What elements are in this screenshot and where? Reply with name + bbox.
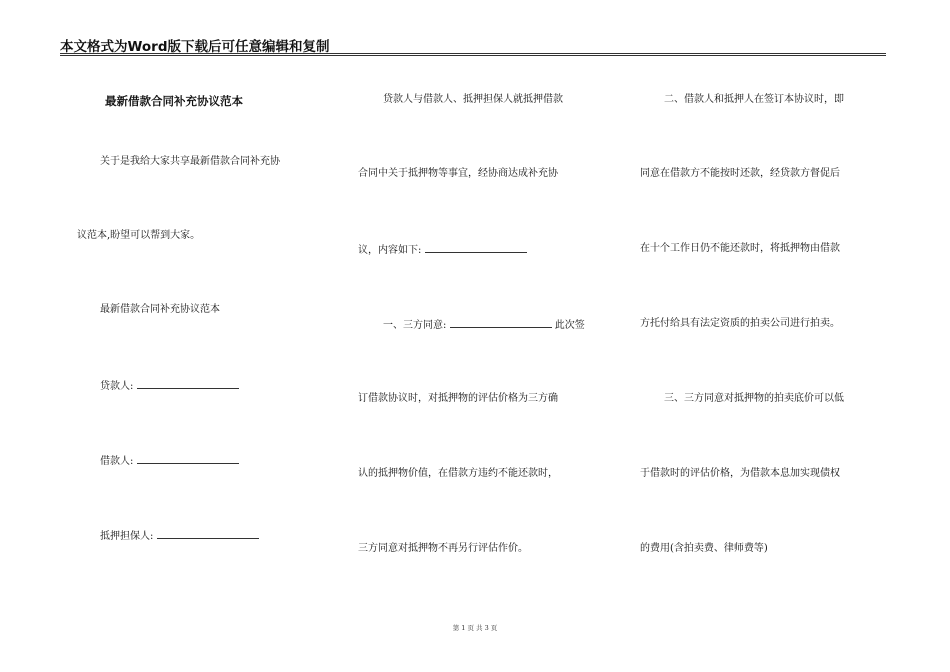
page-indicator: 第 1 页 共 3 页 [452,624,498,632]
col3-line3: 在十个工作日仍不能还款时，将抵押物由借款 [640,243,840,254]
col3-line4: 方托付给具有法定资质的拍卖公司进行拍卖。 [640,318,840,329]
guarantor-blank [157,529,259,539]
col2-line5: 订借款协议时，对抵押物的评估价格为三方确 [358,393,558,404]
lender-label: 贷款人: [100,381,134,392]
lender-blank [137,379,239,389]
header-title: 本文格式为Word版下载后可任意编辑和复制 [60,39,330,55]
col3-line5: 三、三方同意对抵押物的拍卖底价可以低 [664,393,844,404]
clause1-start: 一、三方同意: [383,320,447,331]
lender-field [100,379,239,393]
col2-line7: 三方同意对抵押物不再另行评估作价。 [358,543,528,554]
col3-line6: 于借款时的评估价格，为借款本息加实现债权 [640,468,840,479]
col2-line6: 认的抵押物价值，在借款方违约不能还款时， [358,468,558,479]
col3-line2: 同意在借款方不能按时还款，经贷款方督促后 [640,168,840,179]
col2-clause1 [383,318,585,332]
col3-line7: 的费用(含拍卖费、律师费等) [640,543,768,554]
guarantor-field [100,529,259,543]
clause1-end: 此次签 [554,320,585,331]
col1-subtitle: 最新借款合同补充协议范本 [100,304,220,315]
col1-intro-line2: 议范本,盼望可以帮到大家。 [77,230,201,241]
borrower-label: 借款人: [100,456,134,467]
header-divider [60,53,886,56]
col2-line3 [358,243,527,257]
col1-intro-line1: 关于是我给大家共享最新借款合同补充协 [100,156,280,167]
borrower-blank [137,454,239,464]
document-title: 最新借款合同补充协议范本 [105,94,243,108]
clause1-blank [450,318,552,328]
agreement-content-blank [425,243,527,253]
col3-line1: 二、借款人和抵押人在签订本协议时，即 [664,94,844,105]
col2-line1: 贷款人与借款人、抵押担保人就抵押借款 [383,94,563,105]
guarantor-label: 抵押担保人: [100,531,154,542]
col2-line3-text: 议，内容如下: [358,245,422,256]
borrower-field [100,454,239,468]
col2-line2: 合同中关于抵押物等事宜，经协商达成补充协 [358,168,558,179]
